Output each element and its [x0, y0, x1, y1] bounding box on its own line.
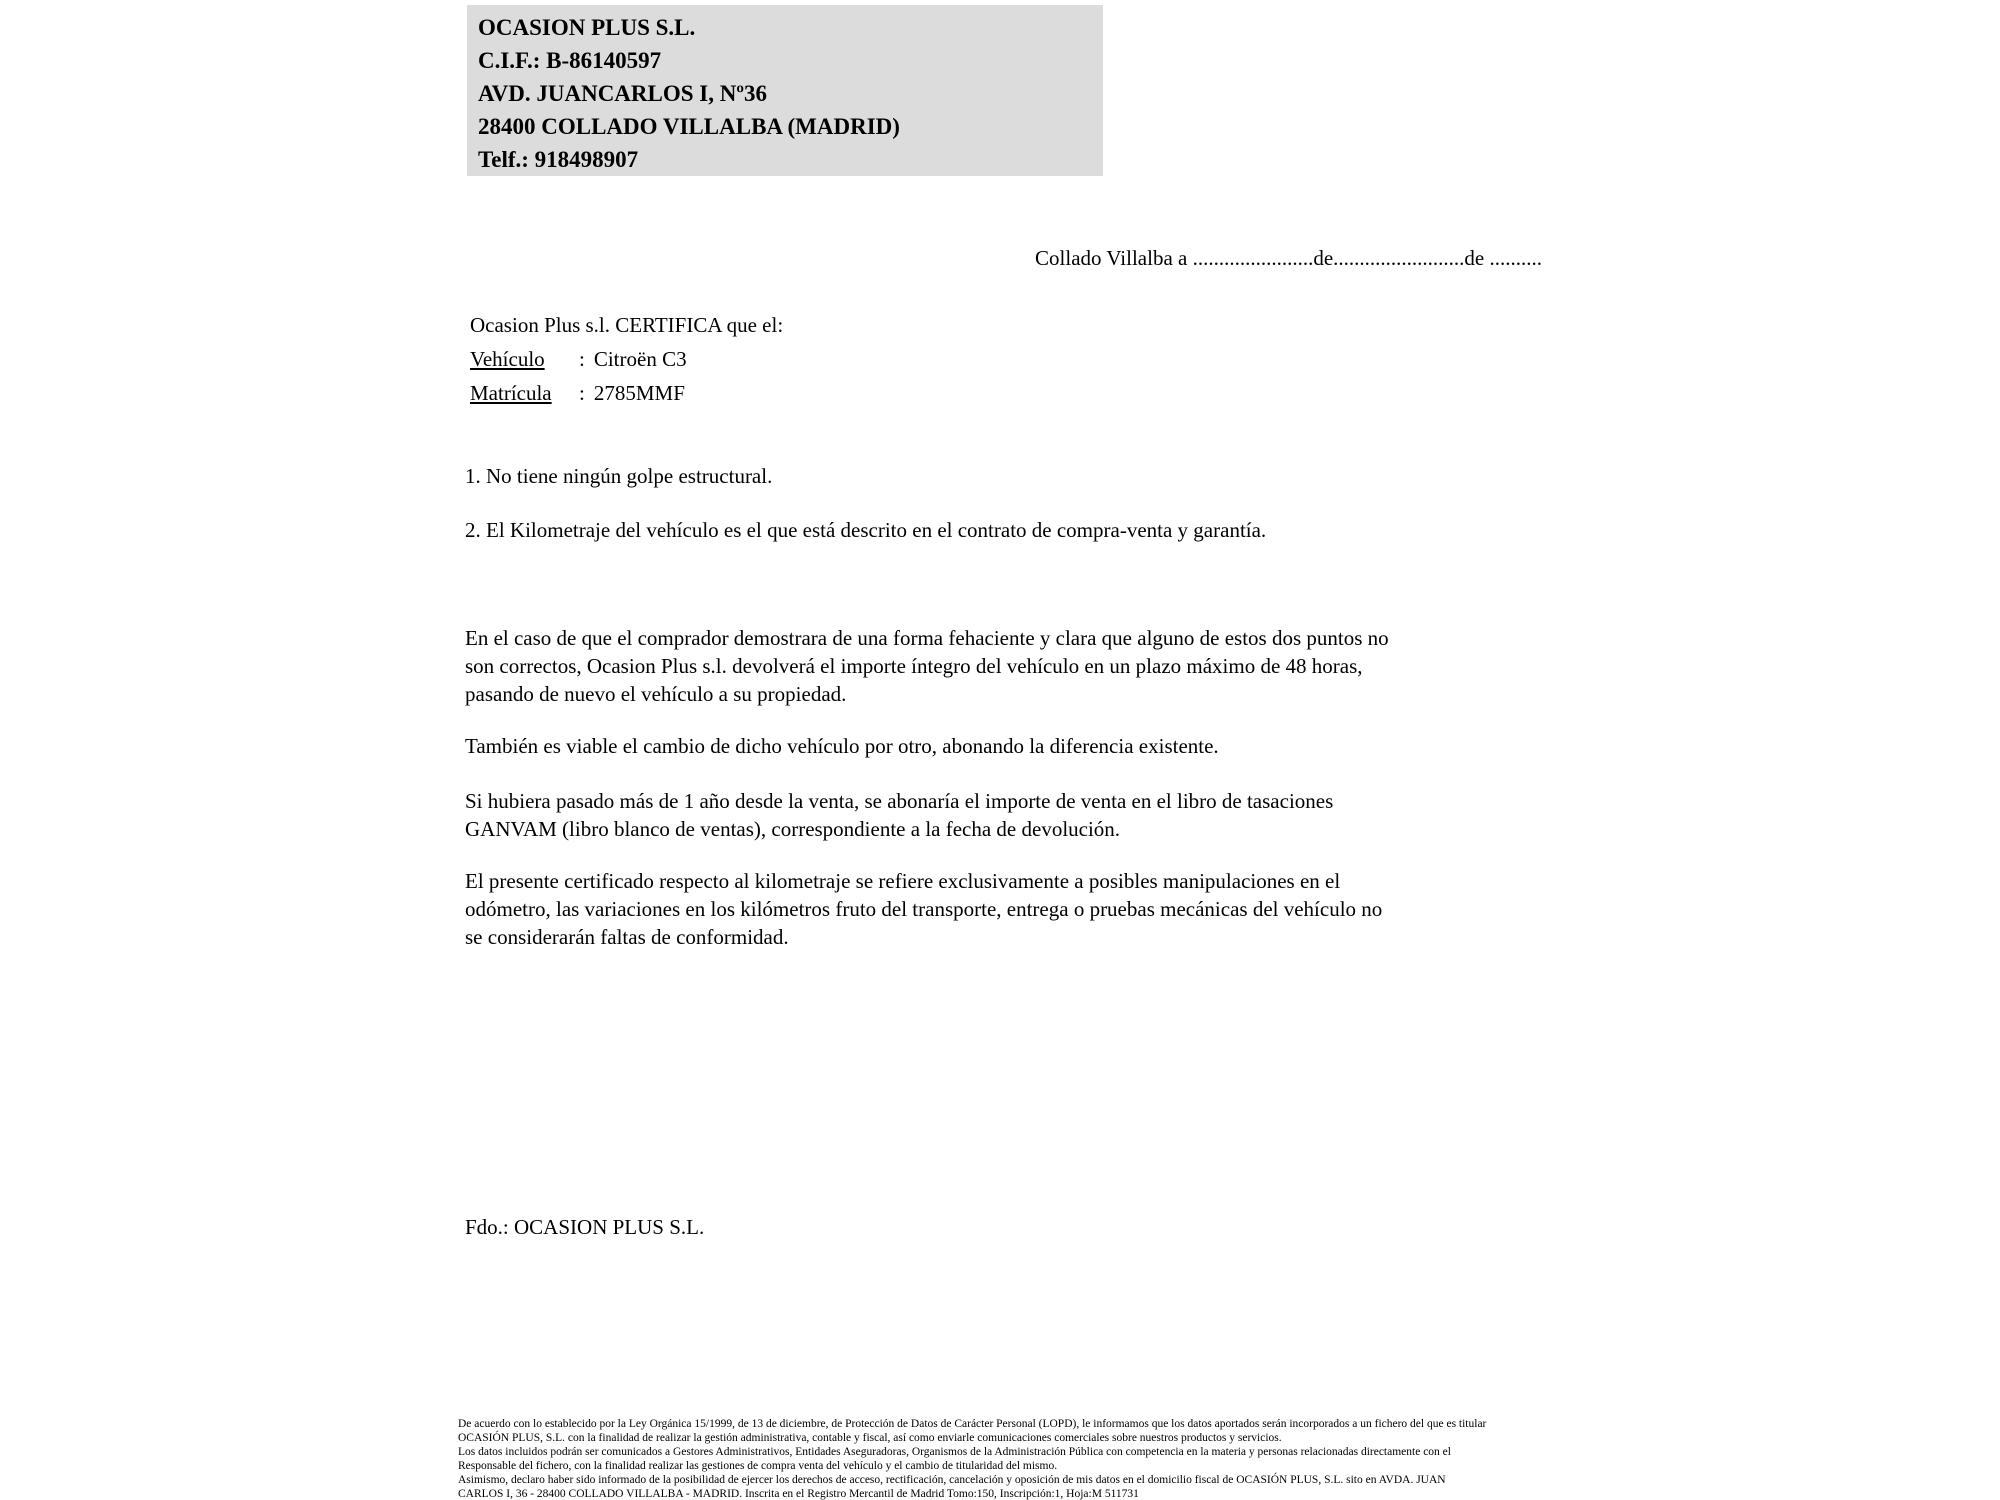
- paragraph-line: GANVAM (libro blanco de ventas), correspondiente a la fecha de devolución.: [465, 817, 1121, 841]
- paragraph-line: odómetro, las variaciones en los kilómetros fruto del transporte, entrega o pruebas mecánicas del vehículo no: [465, 897, 1383, 921]
- plate-label: Matrícula: [470, 381, 552, 405]
- legal-line: Responsable del fichero, con la finalidad realizar las gestiones de compra venta del vehículo y el cambio de titularidad del mismo.: [458, 1460, 1058, 1472]
- company-phone: Telf.: 918498907: [478, 147, 639, 172]
- certify-intro: Ocasion Plus s.l. CERTIFICA que el:: [470, 313, 784, 337]
- paragraph-line: El presente certificado respecto al kilometraje se refiere exclusivamente a posibles manipulaciones en el: [465, 869, 1341, 893]
- certificate-document: [458, 0, 1550, 1500]
- paragraph-ganvam: [458, 787, 1550, 843]
- legal-line: De acuerdo con lo establecido por la Ley Orgánica 15/1999, de 13 de diciembre, de Protección de Datos de Carácter Personal (LOPD), le informamos que los datos aportados serán incorporados a un fichero del que es titular: [458, 1418, 1487, 1430]
- point-2: 2. El Kilometraje del vehículo es el que está descrito en el contrato de compra-venta y garantía.: [465, 518, 1267, 542]
- paragraph-line: se considerarán faltas de conformidad.: [465, 925, 789, 949]
- paragraph-odometer: [458, 867, 1550, 951]
- legal-line: Asimismo, declaro haber sido informado de la posibilidad de ejercer los derechos de acceso, rectificación, cancelación y oposición de mis datos en el domicilio fiscal de OCASIÓN PLUS, S.L. sito en AVDA. JUAN: [458, 1474, 1446, 1486]
- paragraph-line: pasando de nuevo el vehículo a su propiedad.: [465, 682, 847, 706]
- legal-footer: [458, 1417, 1550, 1500]
- legal-line: OCASIÓN PLUS, S.L. con la finalidad de realizar la gestión administrativa, contable y fiscal, así como enviarle comunicaciones comerciales sobre nuestros productos y servicios.: [458, 1432, 1282, 1444]
- paragraph-line: También es viable el cambio de dicho vehículo por otro, abonando la diferencia existente.: [465, 734, 1219, 758]
- plate-field: [470, 376, 1550, 410]
- signature-line: Fdo.: OCASION PLUS S.L.: [465, 1215, 705, 1239]
- company-cif: C.I.F.: B-86140597: [478, 48, 662, 73]
- plate-colon: :: [579, 381, 585, 405]
- point-1: 1. No tiene ningún golpe estructural.: [465, 464, 773, 488]
- date-line: Collado Villalba a .......................de.........................de ..........: [1035, 246, 1542, 270]
- company-name: OCASION PLUS S.L.: [478, 15, 696, 40]
- company-header-box: [467, 5, 1103, 176]
- plate-value: 2785MMF: [593, 381, 685, 405]
- legal-line: Los datos incluidos podrán ser comunicados a Gestores Administrativos, Entidades Aseguradoras, Organismos de la Administración Pública con competencia en la materia y personas relacionadas directamente con el: [458, 1446, 1451, 1458]
- company-address: AVD. JUANCARLOS I, Nº36: [478, 81, 767, 106]
- paragraph-refund: [458, 624, 1550, 708]
- vehicle-label: Vehículo: [470, 347, 545, 371]
- paragraph-line: En el caso de que el comprador demostrara de una forma fehaciente y clara que alguno de estos dos puntos no: [465, 626, 1389, 650]
- certification-block: [458, 308, 1550, 410]
- paragraph-line: Si hubiera pasado más de 1 año desde la venta, se abonaría el importe de venta en el libro de tasaciones: [465, 789, 1334, 813]
- paragraph-line: son correctos, Ocasion Plus s.l. devolverá el importe íntegro del vehículo en un plazo máximo de 48 horas,: [465, 654, 1363, 678]
- vehicle-value: Citroën C3: [593, 347, 687, 371]
- vehicle-colon: :: [579, 347, 585, 371]
- paragraph-exchange: [458, 732, 1550, 760]
- vehicle-field: [470, 342, 1550, 376]
- company-city: 28400 COLLADO VILLALBA (MADRID): [478, 114, 900, 139]
- legal-line: CARLOS I, 36 - 28400 COLLADO VILLALBA - MADRID. Inscrita en el Registro Mercantil de Madrid Tomo:150, Inscripción:1, Hoja:M 511731: [458, 1488, 1139, 1500]
